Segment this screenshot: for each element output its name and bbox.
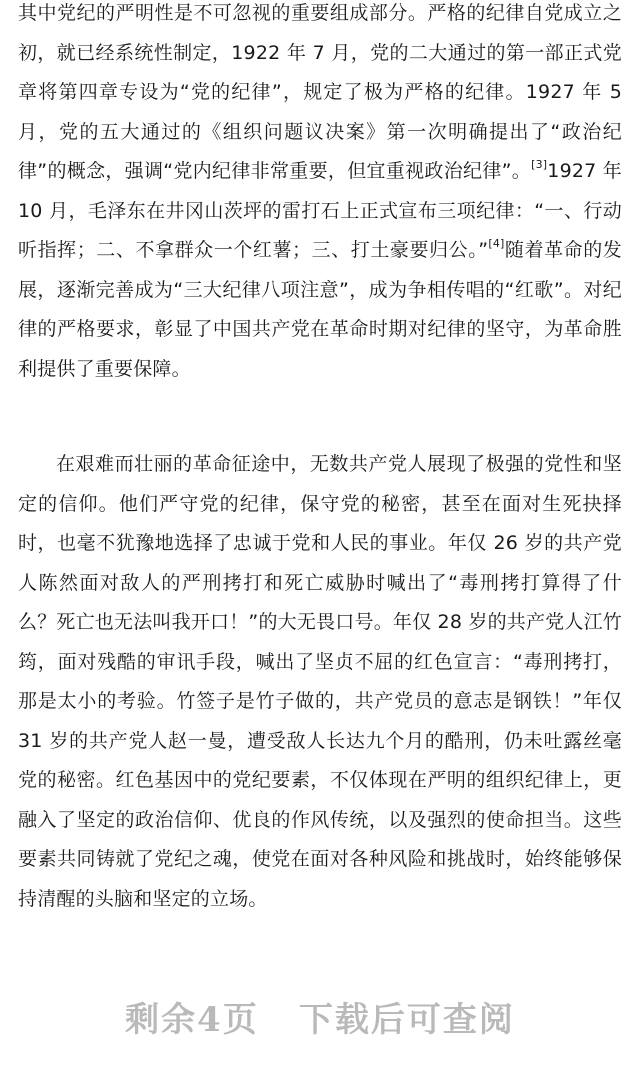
- download-watermark-banner: [0, 992, 640, 1041]
- paragraph-party-discipline-history: [18, 0, 622, 389]
- remaining-pages-label: 剩余4页: [125, 1000, 259, 1040]
- citation-ref-3: [3]: [531, 157, 548, 171]
- paragraph-revolutionary-faith: 在艰难而壮丽的革命征途中，无数共产党人展现了极强的党性和坚定的信仰。他们严守党的纪律，保守党的秘密，甚至在面对生死抉择时，也毫不犹豫地选择了忠诚于党和人民的事业。年仅 26 岁的共产党人陈然面对敌人的严刑拷打和死亡威胁时喊出了“毒刑拷打算得了什么？死亡也无法叫我开口！”的大无畏口号。年仅 28 岁的共产党人江竹筠，面对残酷的审讯手段，喊出了坚贞不屈的红色宣言：“毒刑拷打，那是太小的考验。竹签子是竹子做的，共产党员的意志是钢铁！”年仅 31 岁的共产党人赵一曼，遭受敌人长达九个月的酷刑，仍未吐露丝毫党的秘密。红色基因中的党纪要素，不仅体现在严明的组织纪律上，更融入了坚定的政治信仰、优良的作风传统，以及强烈的使命担当。这些要素共同铸就了党纪之魂，使党在面对各种风险和挑战时，始终能够保持清醒的头脑和坚定的立场。: [18, 453, 622, 910]
- paragraph-text: 随着革命的发展，逐渐完善成为“三大纪律八项注意”，成为争相传唱的“红歌”。对纪律的严格要求，彰显了中国共产党在革命时期对纪律的坚守，为革命胜利提供了重要保障。: [18, 239, 622, 380]
- citation-ref-4: [4]: [488, 236, 505, 250]
- paragraph-text: 其中党纪的严明性是不可忽视的重要组成部分。严格的纪律自党成立之初，就已经系统性制定，1922 年 7 月，党的二大通过的第一部正式党章将第四章专设为“党的纪律”，规定了极为严格的纪律。1927 年 5 月，党的五大通过的《组织问题议决案》第一次明确提出了“政治纪律”的概念，强调“党内纪律非常重要，但宜重视政治纪律”。: [18, 2, 622, 182]
- paragraph-text: 1927 年 10 月，毛泽东在井冈山茨坪的雷打石上正式宣布三项纪律：“一、行动听指挥；二、不拿群众一个红薯；三、打土豪要归公。”: [18, 160, 622, 261]
- download-hint-label: 下载后可查阅: [298, 1000, 515, 1040]
